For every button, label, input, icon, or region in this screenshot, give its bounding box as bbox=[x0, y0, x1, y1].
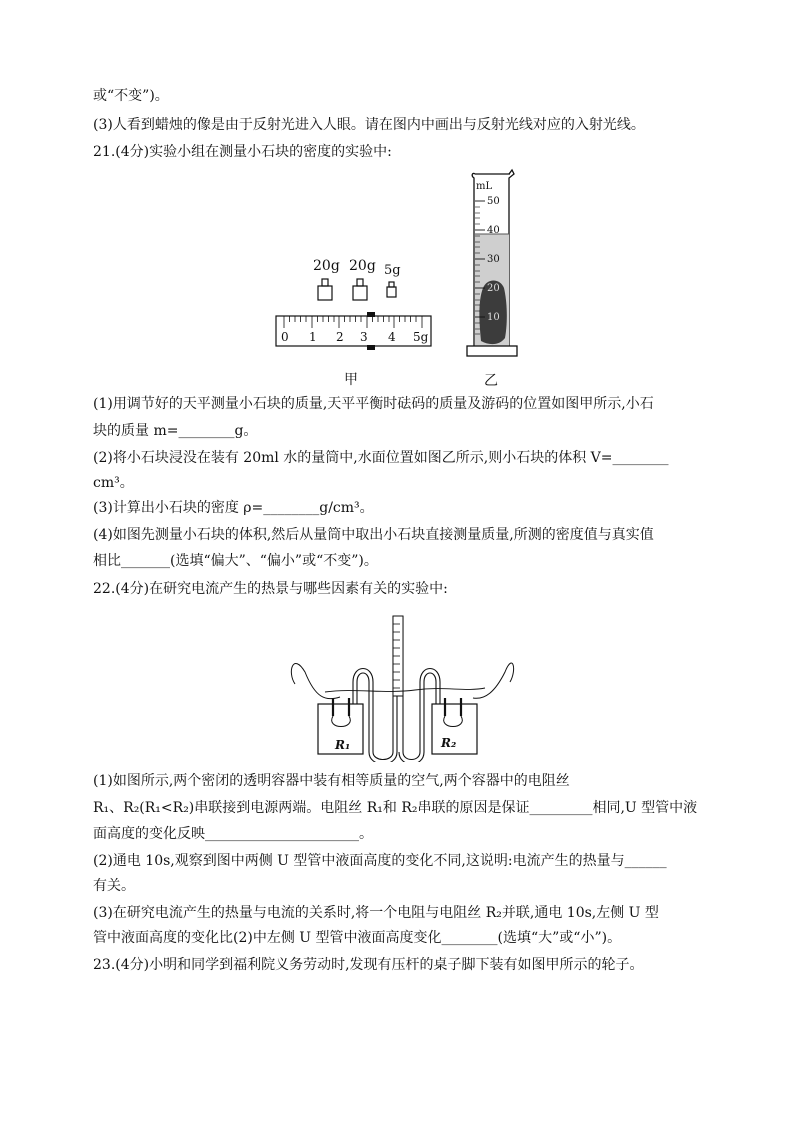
q21-part4-line1: (4)如图先测量小石块的体积,然后从量筒中取出小石块直接测量质量,所测的密度值与真实值 bbox=[93, 527, 654, 543]
left-u-tube bbox=[353, 616, 393, 760]
question-23-title: 23.(4分)小明和同学到福利院义务劳动时,发现有压杆的桌子脚下装有如图甲所示的轮子。 bbox=[93, 957, 644, 973]
weight-20g-a bbox=[318, 279, 332, 300]
wire-through bbox=[325, 688, 485, 692]
graduated-cylinder-figure bbox=[462, 166, 532, 392]
q22-part2-line2: 有关。 bbox=[93, 878, 135, 894]
question-22-title: 22.(4分)在研究电流产生的热景与哪些因素有关的实验中: bbox=[93, 581, 448, 597]
weight-20g-b bbox=[353, 279, 367, 300]
q21-part1-line1: (1)用调节好的天平测量小石块的质量,天平平衡时砝码的质量及游码的位置如图甲所示,小石 bbox=[93, 396, 654, 412]
wire-right bbox=[473, 663, 514, 698]
weight-label-2: 20g bbox=[349, 258, 376, 274]
q22-part1-line1: (1)如图所示,两个密闭的透明容器中装有相等质量的空气,两个容器中的电阻丝 bbox=[93, 773, 570, 789]
r1-label: R₁ bbox=[335, 738, 351, 752]
balance-scale-ticks bbox=[284, 316, 422, 328]
scale-tick-0: 0 bbox=[281, 330, 289, 344]
weight-5g bbox=[387, 282, 396, 297]
scale-tick-5: 5g bbox=[413, 330, 429, 344]
text-line-2: (3)人看到蜡烛的像是由于反射光进入人眼。请在图内中画出与反射光线对应的入射光线。 bbox=[93, 117, 645, 133]
weight-label-1: 20g bbox=[313, 258, 340, 274]
cylinder-tick-40: 40 bbox=[487, 225, 500, 236]
text-line-1: 或“不变”)。 bbox=[93, 88, 169, 104]
cylinder-base bbox=[467, 346, 517, 356]
weight-label-3: 5g bbox=[384, 263, 401, 278]
q22-part1-line3: 面高度的变化反映______________________。 bbox=[93, 826, 373, 842]
q22-part3-line2: 管中液面高度的变化比(2)中左侧 U 型管中液面高度变化________(选填“大”或“小”)。 bbox=[93, 930, 622, 946]
q21-part2-line2: cm³。 bbox=[93, 475, 134, 491]
balance-caption: 甲 bbox=[344, 372, 358, 388]
right-u-tube bbox=[403, 616, 440, 760]
rider bbox=[367, 312, 375, 350]
q22-part3-line1: (3)在研究电流产生的热量与电流的关系时,将一个电阻与电阻丝 R₂并联,通电 10s,左侧 U 型 bbox=[93, 905, 659, 921]
question-21-title: 21.(4分)实验小组在测量小石块的密度的实验中: bbox=[93, 144, 392, 160]
q21-part1-line2: 块的质量 m=________g。 bbox=[93, 423, 258, 439]
r2-label: R₂ bbox=[441, 736, 457, 750]
q21-part3: (3)计算出小石块的密度 ρ=________g/cm³。 bbox=[93, 500, 374, 516]
q22-part1-line2: R₁、R₂(R₁<R₂)串联接到电源两端。电阻丝 R₁和 R₂串联的原因是保证_________相同,U 型管中液 bbox=[93, 800, 698, 816]
cylinder-caption: 乙 bbox=[484, 373, 498, 389]
q21-part4-line2: 相比_______(选填“偏大”、“偏小”或“不变”)。 bbox=[93, 553, 378, 569]
scale-tick-2: 2 bbox=[336, 330, 344, 344]
heating-apparatus-figure bbox=[285, 612, 520, 762]
scale-tick-3: 3 bbox=[360, 330, 368, 344]
cylinder-tick-50: 50 bbox=[487, 196, 500, 207]
q22-part2-line1: (2)通电 10s,观察到图中两侧 U 型管中液面高度的变化不同,这说明:电流产生的热量与______ bbox=[93, 853, 667, 869]
cylinder-tick-10: 10 bbox=[487, 312, 500, 323]
wire-left bbox=[291, 664, 340, 699]
cylinder-unit: mL bbox=[476, 181, 493, 192]
balance-figure bbox=[272, 250, 442, 390]
scale-tick-4: 4 bbox=[388, 330, 396, 344]
cylinder-tick-20: 20 bbox=[487, 283, 500, 294]
scale-tick-1: 1 bbox=[309, 330, 317, 344]
q21-part2-line1: (2)将小石块浸没在装有 20ml 水的量筒中,水面位置如图乙所示,则小石块的体积 V=________ bbox=[93, 450, 669, 466]
cylinder-tick-30: 30 bbox=[487, 254, 500, 265]
balance-scale-bar bbox=[276, 316, 431, 346]
